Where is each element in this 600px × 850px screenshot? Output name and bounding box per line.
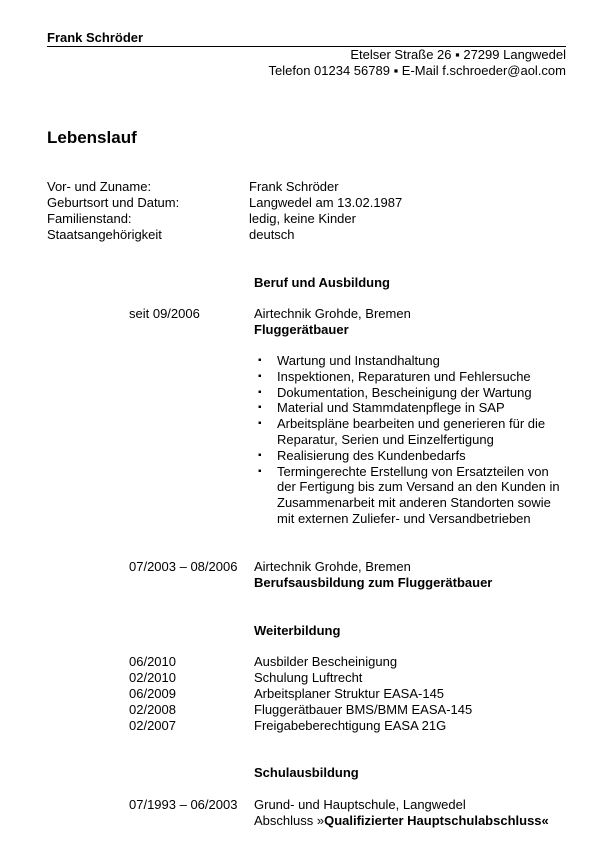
school-block: [254, 797, 549, 829]
training-item: Schulung Luftrecht: [254, 670, 363, 685]
training-item: Arbeitsplaner Struktur EASA-145: [254, 686, 445, 701]
personal-value-name: Frank Schröder: [249, 179, 339, 194]
list-item: ▪ Realisierung des Kundenbedarfs: [258, 448, 568, 464]
job2-block: [254, 559, 492, 591]
school-degree-title: Qualifizierter Hauptschulabschluss: [324, 813, 542, 828]
header-address: Etelser Straße 26 ▪ 27299 Langwedel: [350, 47, 566, 62]
school-degree: [254, 813, 549, 829]
job2-date: 07/2003 – 08/2006: [129, 559, 238, 574]
section-heading-career: Beruf und Ausbildung: [254, 275, 390, 290]
personal-label-birth: Geburtsort und Datum:: [47, 195, 180, 210]
training-item: Ausbilder Bescheinigung: [254, 654, 398, 669]
training-items: [254, 654, 472, 734]
job2-role: Berufsausbildung zum Fluggerätbauer: [254, 575, 493, 590]
school-degree-suffix: «: [541, 813, 549, 828]
training-date: 06/2009: [129, 686, 176, 701]
job1-duties-list: [258, 353, 568, 527]
personal-value-birth: Langwedel am 13.02.1987: [249, 195, 403, 210]
list-item: ▪ Material und Stammdatenpflege in SAP: [258, 400, 568, 416]
training-item: Freigabeberechtigung EASA 21G: [254, 718, 447, 733]
training-dates: [129, 654, 176, 734]
training-date: 06/2010: [129, 654, 176, 669]
training-date: 02/2007: [129, 718, 176, 733]
job1-company: Airtechnik Grohde, Bremen: [254, 306, 411, 321]
document-title: Lebenslauf: [47, 128, 137, 147]
personal-label-nationality: Staatsangehörigkeit: [47, 227, 162, 242]
job2-company: Airtechnik Grohde, Bremen: [254, 559, 411, 574]
personal-value-nationality: deutsch: [249, 227, 295, 242]
list-item: ▪ Arbeitspläne bearbeiten und generieren für die Reparatur, Serien und Einzelfertigung: [258, 416, 568, 448]
school-name: Grund- und Hauptschule, Langwedel: [254, 797, 466, 812]
school-date: 07/1993 – 06/2003: [129, 797, 238, 812]
section-heading-training: Weiterbildung: [254, 623, 341, 638]
job1-date: seit 09/2006: [129, 306, 200, 321]
list-item: ▪ Termingerechte Erstellung von Ersatzteilen von der Fertigung bis zum Versand an den Kunden in Zusammenarbeit mit anderen Standorten sowie mit externen Zuliefer- und Versandbetrieben: [258, 464, 568, 527]
list-item: ▪ Inspektionen, Reparaturen und Fehlersuche: [258, 369, 568, 385]
job1-role: Fluggerätbauer: [254, 322, 349, 337]
personal-label-name: Vor- und Zuname:: [47, 179, 152, 194]
job1-block: [254, 306, 411, 338]
list-item: ▪ Wartung und Instandhaltung: [258, 353, 568, 369]
personal-label-family: Familienstand:: [47, 211, 132, 226]
list-item: ▪ Dokumentation, Bescheinigung der Wartung: [258, 385, 568, 401]
section-heading-school: Schulausbildung: [254, 765, 359, 780]
school-degree-prefix: Abschluss »: [254, 813, 325, 828]
header-contact-block: [269, 47, 566, 79]
header-phone-email: Telefon 01234 56789 ▪ E-Mail f.schroeder@aol.com: [268, 63, 566, 78]
header-name: Frank Schröder: [47, 30, 144, 45]
training-date: 02/2010: [129, 670, 176, 685]
training-item: Fluggerätbauer BMS/BMM EASA-145: [254, 702, 473, 717]
personal-value-family: ledig, keine Kinder: [249, 211, 356, 226]
training-date: 02/2008: [129, 702, 176, 717]
